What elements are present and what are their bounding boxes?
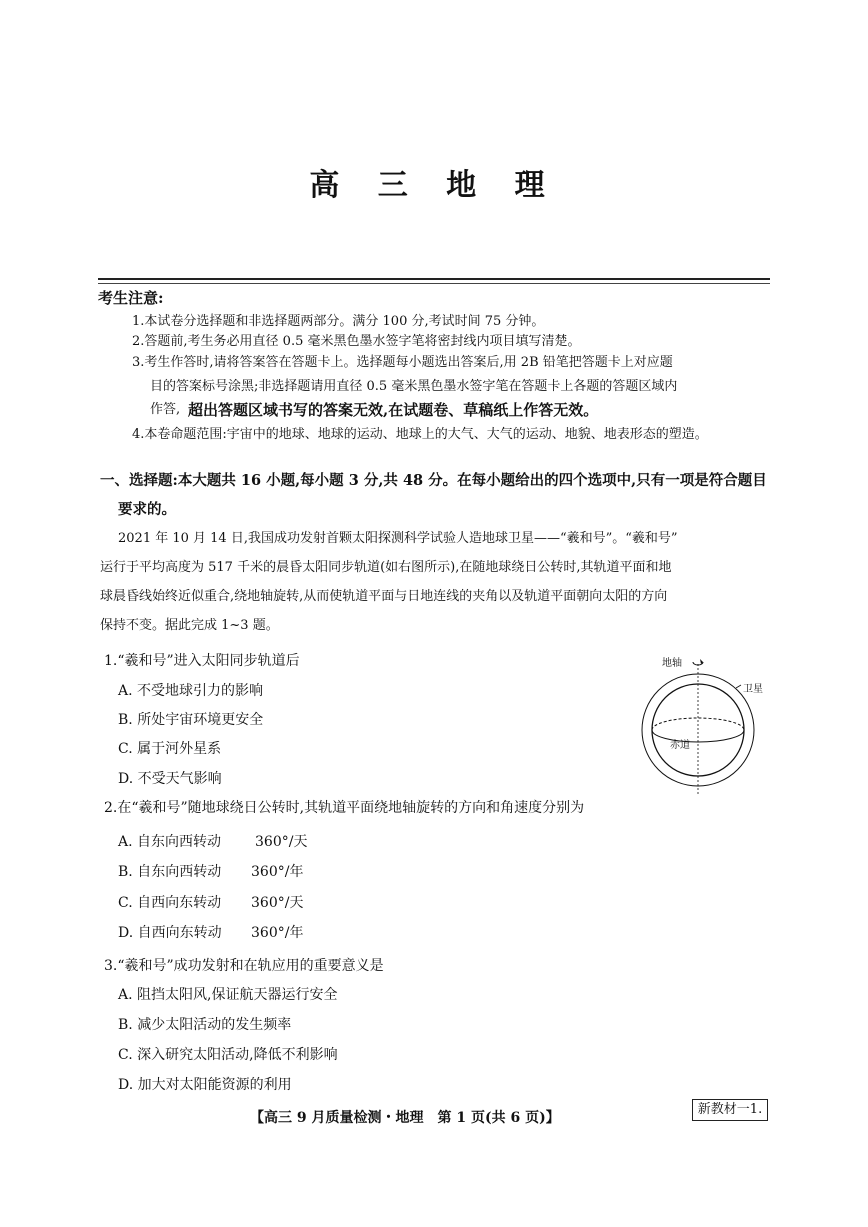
option-2b-rate: 360°/年 <box>251 864 304 880</box>
option-1d: D. 不受天气影响 <box>118 771 222 787</box>
option-2c: C. 自西向东转动 360°/天 <box>118 892 221 912</box>
notice-item: 3.考生作答时,请将答案答在答题卡上。选择题每小题选出答案后,用 2B 铅笔把答题卡上对应题 <box>132 355 673 370</box>
section-heading-cont: 要求的。 <box>118 501 176 518</box>
passage-line: 球晨昏线始终近似重合,绕地轴旋转,从而使轨道平面与日地连线的夹角以及轨道平面朝向太阳的方向 <box>100 589 668 604</box>
option-1c: C. 属于河外星系 <box>118 741 222 757</box>
option-2a-rate: 360°/天 <box>255 834 308 850</box>
notice-item-emphasis: 超出答题区域书写的答案无效,在试题卷、草稿纸上作答无效。 <box>188 401 599 419</box>
question-stem-3: 3.“羲和号”成功发射和在轨应用的重要意义是 <box>104 958 384 974</box>
option-3d: D. 加大对太阳能资源的利用 <box>118 1077 292 1093</box>
option-1a: A. 不受地球引力的影响 <box>118 683 264 699</box>
option-3c: C. 深入研究太阳活动,降低不利影响 <box>118 1047 338 1063</box>
axis-label: 地轴 <box>662 658 682 669</box>
notice-item: 目的答案标号涂黑;非选择题请用直径 0.5 毫米黑色墨水签字笔在答题卡上各题的答题区域内 <box>150 379 678 394</box>
page-title: 高 三 地 理 <box>309 168 559 203</box>
option-3b: B. 减少太阳活动的发生频率 <box>118 1017 292 1033</box>
option-2d: D. 自西向东转动 360°/年 <box>118 922 222 942</box>
passage-line: 2021 年 10 月 14 日,我国成功发射首颗太阳探测科学试验人造地球卫星——“羲和号”。“羲和号” <box>118 531 678 546</box>
satellite-pointer <box>736 685 741 688</box>
option-1b: B. 所处宇宙环境更安全 <box>118 712 264 728</box>
notice-item: 2.答题前,考生务必用直径 0.5 毫米黑色墨水签字笔将密封线内项目填写清楚。 <box>132 334 581 349</box>
option-2a: A. 自东向西转动 360°/天 <box>118 831 221 851</box>
option-2d-rate: 360°/年 <box>251 925 304 941</box>
question-stem-2: 2.在“羲和号”随地球绕日公转时,其轨道平面绕地轴旋转的方向和角速度分别为 <box>104 800 585 816</box>
header-rule-thin <box>98 283 770 284</box>
equator-label: 赤道 <box>670 740 690 751</box>
notice-item: 作答, <box>150 402 181 417</box>
notice-heading: 考生注意: <box>98 289 164 307</box>
header-rule-thick <box>98 278 770 280</box>
edition-stamp: 新教材一1. <box>692 1099 768 1121</box>
orbit-figure <box>640 650 770 830</box>
satellite-label: 卫星 <box>743 684 763 695</box>
question-stem-1: 1.“羲和号”进入太阳同步轨道后 <box>104 653 300 669</box>
page-footer: 【高三 9 月质量检测・地理 第 1 页(共 6 页)】 <box>250 1110 560 1126</box>
notice-item: 4.本卷命题范围:宇宙中的地球、地球的运动、地球上的大气、大气的运动、地貌、地表形态的塑造。 <box>132 427 708 442</box>
option-3a: A. 阻挡太阳风,保证航天器运行安全 <box>118 987 338 1003</box>
option-2c-rate: 360°/天 <box>251 895 304 911</box>
passage-line: 保持不变。据此完成 1~3 题。 <box>100 618 279 633</box>
section-heading: 一、选择题:本大题共 16 小题,每小题 3 分,共 48 分。在每小题给出的四个选项中,只有一项是符合题目 <box>100 472 767 489</box>
notice-item: 1.本试卷分选择题和非选择题两部分。满分 100 分,考试时间 75 分钟。 <box>132 314 545 329</box>
passage-line: 运行于平均高度为 517 千米的晨昏太阳同步轨道(如右图所示),在随地球绕日公转时,其轨道平面和地 <box>100 560 672 575</box>
option-2b: B. 自东向西转动 360°/年 <box>118 861 221 881</box>
